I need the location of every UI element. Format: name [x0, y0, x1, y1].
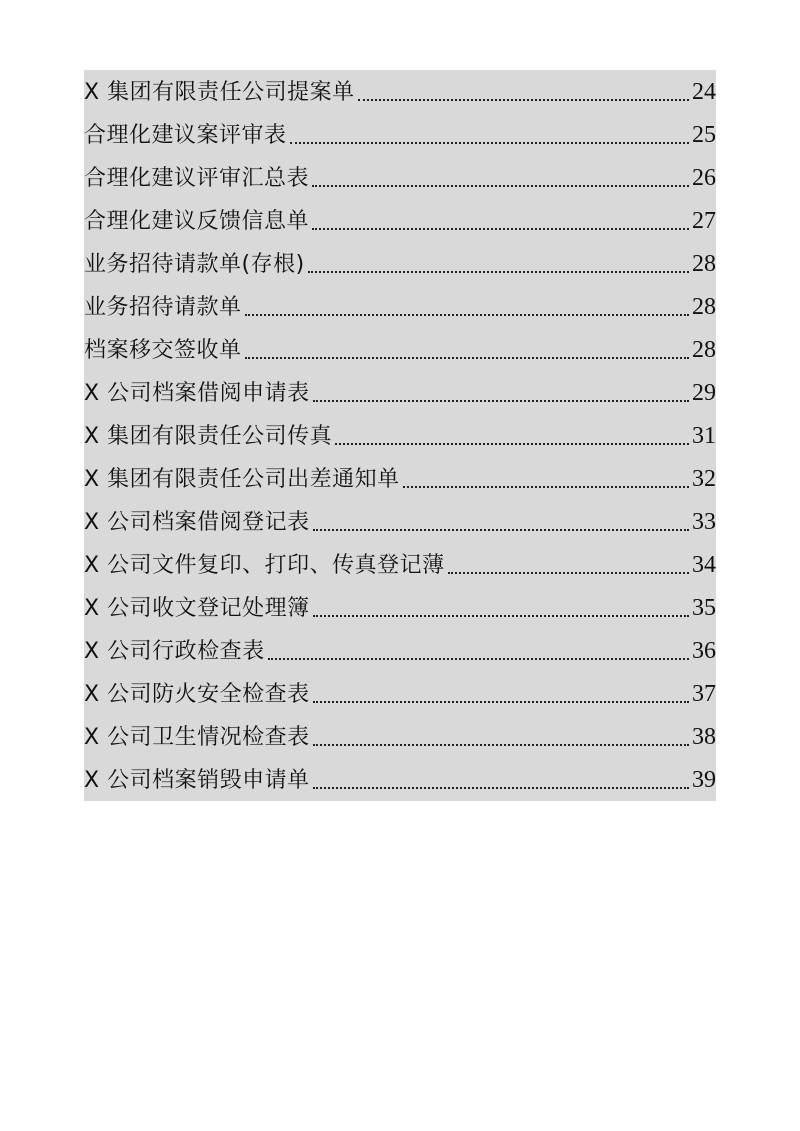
toc-entry[interactable]	[84, 242, 716, 285]
toc-entry-title: X 公司防火安全检查表	[84, 682, 310, 707]
toc-entry[interactable]	[84, 758, 716, 801]
toc-entry-title: X 公司文件复印、打印、传真登记薄	[84, 553, 445, 578]
toc-entry[interactable]	[84, 70, 716, 113]
toc-entry-page-number: 28	[692, 294, 716, 320]
toc-entry-title: 合理化建议反馈信息单	[84, 209, 310, 234]
toc-entry[interactable]	[84, 285, 716, 328]
toc-entry[interactable]	[84, 457, 716, 500]
toc-dot-leader	[335, 443, 689, 445]
toc-entry-title: X 集团有限责任公司出差通知单	[84, 467, 400, 492]
toc-entry[interactable]	[84, 629, 716, 672]
toc-entry-title: X 公司档案借阅登记表	[84, 510, 310, 535]
toc-entry-title: 档案移交签收单	[84, 338, 242, 363]
toc-dot-leader	[312, 185, 689, 187]
toc-entry-title: 合理化建议评审汇总表	[84, 166, 310, 191]
toc-entry-page-number: 32	[692, 466, 716, 492]
toc-dot-leader	[448, 572, 689, 574]
toc-entry[interactable]	[84, 199, 716, 242]
toc-entry[interactable]	[84, 328, 716, 371]
toc-entry-page-number: 35	[692, 595, 716, 621]
toc-entry-page-number: 24	[692, 79, 716, 105]
toc-entry[interactable]	[84, 500, 716, 543]
toc-dot-leader	[268, 658, 689, 660]
toc-dot-leader	[245, 357, 689, 359]
toc-entry-page-number: 28	[692, 251, 716, 277]
toc-entry-title: X 集团有限责任公司传真	[84, 424, 333, 449]
toc-entry[interactable]	[84, 715, 716, 758]
toc-entry-page-number: 33	[692, 509, 716, 535]
toc-entry-title: X 公司档案借阅申请表	[84, 381, 310, 406]
toc-entry[interactable]	[84, 113, 716, 156]
toc-dot-leader	[403, 486, 689, 488]
toc-dot-leader	[358, 99, 689, 101]
toc-entry-page-number: 26	[692, 165, 716, 191]
toc-dot-leader	[312, 228, 689, 230]
toc-entry-page-number: 34	[692, 552, 716, 578]
toc-entry-title: X 公司收文登记处理簿	[84, 596, 310, 621]
toc-entry-page-number: 29	[692, 380, 716, 406]
toc-entry-title: X 集团有限责任公司提案单	[84, 80, 355, 105]
toc-entry[interactable]	[84, 543, 716, 586]
toc-entry[interactable]	[84, 371, 716, 414]
toc-dot-leader	[313, 615, 689, 617]
toc-entry-page-number: 39	[692, 767, 716, 793]
toc-dot-leader	[313, 529, 689, 531]
toc-dot-leader	[313, 787, 689, 789]
toc-entry-page-number: 27	[692, 208, 716, 234]
toc-entry-title: 业务招待请款单(存根)	[84, 252, 305, 277]
toc-entry[interactable]	[84, 586, 716, 629]
toc-entry-page-number: 37	[692, 681, 716, 707]
toc-dot-leader	[313, 400, 689, 402]
toc-entry-page-number: 25	[692, 122, 716, 148]
toc-entry[interactable]	[84, 156, 716, 199]
toc-dot-leader	[313, 701, 689, 703]
toc-entry-page-number: 36	[692, 638, 716, 664]
toc-entry-title: 合理化建议案评审表	[84, 123, 287, 148]
toc-dot-leader	[308, 271, 689, 273]
table-of-contents	[84, 70, 716, 801]
toc-entry-title: 业务招待请款单	[84, 295, 242, 320]
toc-entry[interactable]	[84, 414, 716, 457]
toc-entry-title: X 公司档案销毁申请单	[84, 768, 310, 793]
toc-entry-title: X 公司卫生情况检查表	[84, 725, 310, 750]
toc-dot-leader	[290, 142, 689, 144]
toc-entry-title: X 公司行政检查表	[84, 639, 265, 664]
toc-entry-page-number: 28	[692, 337, 716, 363]
toc-entry-page-number: 38	[692, 724, 716, 750]
toc-entry-page-number: 31	[692, 423, 716, 449]
toc-dot-leader	[313, 744, 689, 746]
toc-entry[interactable]	[84, 672, 716, 715]
toc-dot-leader	[245, 314, 689, 316]
